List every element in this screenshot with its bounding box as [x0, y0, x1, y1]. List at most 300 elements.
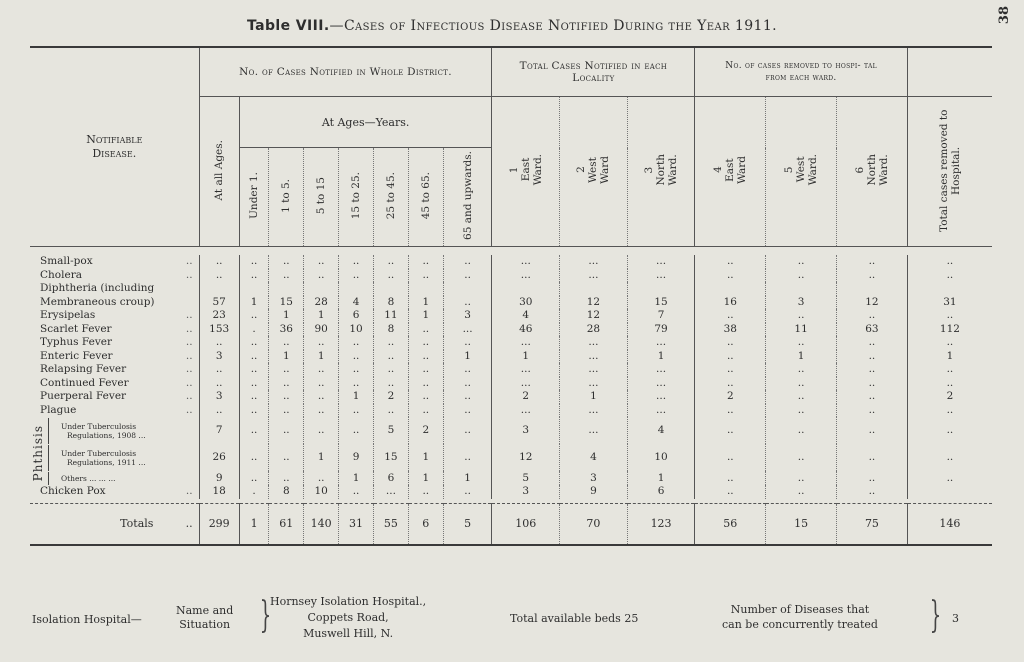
hospital-name: Hornsey Isolation Hospital., Coppets Road, Muswell Hill, N. — [270, 595, 427, 640]
cell: 7 — [199, 417, 239, 444]
cell: .. — [408, 255, 443, 269]
cell: 1 — [339, 471, 374, 485]
row-label: Plague .. — [40, 403, 193, 416]
cell: ... — [560, 417, 628, 444]
age-band-header: 15 to 25. — [339, 148, 374, 247]
cell: .. — [837, 404, 908, 418]
cell: .. — [443, 296, 492, 310]
cell: ... — [560, 404, 628, 418]
cell: .. — [339, 336, 374, 350]
cell: 30 — [492, 296, 560, 310]
cell: .. — [269, 255, 304, 269]
table-row — [30, 336, 992, 350]
cell: .. — [304, 363, 339, 377]
cell: 112 — [907, 323, 992, 337]
cell: .. — [766, 444, 837, 471]
removed-header: No. of cases removed to hospi- tal from each ward. — [695, 47, 907, 97]
cell: ... — [443, 323, 492, 337]
cell: .. — [837, 269, 908, 283]
table-row — [30, 471, 992, 485]
row-label: Enteric Fever .. — [40, 349, 193, 362]
cell: .. — [443, 269, 492, 283]
row-label: Others ... ... ... — [30, 471, 199, 485]
cell: 2 — [408, 417, 443, 444]
cell: ... — [627, 336, 695, 350]
cell: 1 — [408, 471, 443, 485]
cell: 7 — [627, 309, 695, 323]
cell: .. — [443, 377, 492, 391]
cell: .. — [239, 336, 269, 350]
cell: 6 — [339, 309, 374, 323]
locality-ward-1: 1 East Ward. — [492, 97, 560, 247]
row-label: Relapsing Fever .. — [40, 363, 193, 376]
cell: .. — [837, 363, 908, 377]
cell: .. — [304, 404, 339, 418]
cell — [408, 282, 443, 296]
cell: 3 — [199, 350, 239, 364]
cell: 1 — [304, 444, 339, 471]
cell: .. — [766, 417, 837, 444]
brace-icon: } — [259, 595, 272, 636]
cell: .. — [408, 269, 443, 283]
cell: 1 — [269, 350, 304, 364]
age-band-header: 5 to 15 — [304, 148, 339, 247]
cell: .. — [408, 377, 443, 391]
cell: 9 — [560, 485, 628, 499]
cell: .. — [907, 309, 992, 323]
cell: .. — [695, 485, 766, 499]
cell: .. — [408, 323, 443, 337]
cell: .. — [766, 404, 837, 418]
removed-ward-4: 4 East Ward — [695, 97, 766, 247]
cell: 6 — [627, 485, 695, 499]
cell: 46 — [492, 323, 560, 337]
cell — [373, 282, 408, 296]
cell: ... — [627, 377, 695, 391]
cell: .. — [239, 309, 269, 323]
age-band-header: 65 and upwards. — [443, 148, 492, 247]
table-row — [30, 417, 992, 444]
cell: .. — [269, 417, 304, 444]
cell: 38 — [695, 323, 766, 337]
cell: 56 — [695, 503, 766, 545]
cell: .. — [443, 255, 492, 269]
cell: .. — [837, 390, 908, 404]
cell: .. — [443, 417, 492, 444]
row-label: Totals .. — [30, 503, 199, 545]
cell: 2 — [492, 390, 560, 404]
cell: ... — [560, 269, 628, 283]
table-row — [30, 350, 992, 364]
removed-ward-6: 6 North Ward. — [837, 97, 908, 247]
cell: .. — [304, 471, 339, 485]
cell: .. — [907, 336, 992, 350]
cell: ... — [627, 269, 695, 283]
cell — [907, 485, 992, 499]
cell: 23 — [199, 309, 239, 323]
cell: ... — [492, 269, 560, 283]
cell: .. — [339, 350, 374, 364]
cell: .. — [239, 404, 269, 418]
removed-ward-5: 5 West Ward. — [766, 97, 837, 247]
cell: ... — [492, 255, 560, 269]
cell — [269, 282, 304, 296]
cell: ... — [560, 377, 628, 391]
cell: .. — [695, 417, 766, 444]
cell: 106 — [492, 503, 560, 545]
cell: .. — [766, 485, 837, 499]
cell: 146 — [907, 503, 992, 545]
disease-header: Notifiable Disease. — [30, 47, 199, 246]
cell: ... — [373, 485, 408, 499]
cell: .. — [443, 444, 492, 471]
cell: .. — [695, 336, 766, 350]
cell: .. — [766, 471, 837, 485]
table-row — [30, 444, 992, 471]
cell: 11 — [766, 323, 837, 337]
cell: .. — [373, 269, 408, 283]
cell: .. — [408, 390, 443, 404]
row-label: Continued Fever .. — [40, 376, 193, 389]
cell: 90 — [304, 323, 339, 337]
cell: 123 — [627, 503, 695, 545]
table-row — [30, 404, 992, 418]
table-row — [30, 390, 992, 404]
cell: 57 — [199, 296, 239, 310]
cell: .. — [695, 350, 766, 364]
cell: .. — [837, 471, 908, 485]
cell: 15 — [627, 296, 695, 310]
cell: 28 — [560, 323, 628, 337]
cell: .. — [373, 377, 408, 391]
phthisis-label: Phthisis — [31, 424, 45, 481]
cell: .. — [239, 363, 269, 377]
cell: .. — [239, 350, 269, 364]
cell: 15 — [373, 444, 408, 471]
cell — [627, 282, 695, 296]
cell: .. — [239, 255, 269, 269]
cell: 3 — [492, 417, 560, 444]
cell: 31 — [339, 503, 374, 545]
cell: 12 — [560, 309, 628, 323]
cell: .. — [443, 390, 492, 404]
cell: .. — [239, 471, 269, 485]
capacity-label: Number of Diseases that can be concurrently treated — [722, 603, 878, 631]
cell: .. — [269, 444, 304, 471]
cell: ... — [627, 390, 695, 404]
cell — [766, 282, 837, 296]
cell: .. — [907, 363, 992, 377]
cell: 10 — [627, 444, 695, 471]
locality-header: Total Cases Notified in each Locality — [492, 47, 695, 97]
cell: .. — [907, 269, 992, 283]
cell: 3 — [443, 309, 492, 323]
cell: .. — [199, 363, 239, 377]
row-label: Under Tuberculosis Regulations, 1911 ... — [30, 444, 199, 471]
table-row — [30, 269, 992, 283]
cell: 4 — [339, 296, 374, 310]
cell: 5 — [492, 471, 560, 485]
cell: .. — [199, 269, 239, 283]
cell: 2 — [907, 390, 992, 404]
cell: .. — [269, 390, 304, 404]
cell: .. — [339, 485, 374, 499]
cell: .. — [907, 377, 992, 391]
cell: .. — [766, 336, 837, 350]
cell — [304, 282, 339, 296]
cell: 61 — [269, 503, 304, 545]
cell: 1 — [443, 471, 492, 485]
cell: .. — [199, 404, 239, 418]
cell: .. — [408, 363, 443, 377]
at-all-ages-header: At all Ages. — [199, 97, 239, 247]
cell: 299 — [199, 503, 239, 545]
cell: .. — [239, 377, 269, 391]
at-ages-header: At Ages—Years. — [239, 97, 492, 148]
cell: ... — [492, 363, 560, 377]
cell: .. — [199, 377, 239, 391]
cell: .. — [907, 404, 992, 418]
cell: .. — [373, 255, 408, 269]
title-text: —Cases of Infectious Disease Notified During the Year 1911. — [329, 18, 777, 34]
cell: 55 — [373, 503, 408, 545]
name-situation-label: Name and Situation — [176, 604, 234, 631]
cell: .. — [239, 269, 269, 283]
cell: 12 — [560, 296, 628, 310]
cell: .. — [695, 404, 766, 418]
cell — [339, 282, 374, 296]
cell: 8 — [373, 323, 408, 337]
cell: .. — [199, 255, 239, 269]
cell: .. — [695, 255, 766, 269]
cell: 12 — [837, 296, 908, 310]
page-number: 38 — [997, 6, 1012, 25]
cell: 3 — [199, 390, 239, 404]
cell — [239, 282, 269, 296]
cell: 18 — [199, 485, 239, 499]
cell: 4 — [560, 444, 628, 471]
cell: 5 — [373, 417, 408, 444]
cell: 1 — [239, 503, 269, 545]
cell: .. — [339, 269, 374, 283]
cell: .. — [443, 336, 492, 350]
cell: ... — [560, 350, 628, 364]
cell: . — [239, 485, 269, 499]
cell: .. — [907, 255, 992, 269]
cell: 1 — [627, 471, 695, 485]
cell: 9 — [339, 444, 374, 471]
locality-ward-3: 3 North Ward. — [627, 97, 695, 247]
table-row — [30, 363, 992, 377]
cell — [492, 282, 560, 296]
row-label: Scarlet Fever .. — [40, 322, 193, 335]
cell: .. — [837, 309, 908, 323]
table-row — [30, 296, 992, 310]
cell: .. — [408, 336, 443, 350]
cell: .. — [339, 363, 374, 377]
cell: 1 — [304, 350, 339, 364]
cell: .. — [907, 471, 992, 485]
cell: .. — [766, 269, 837, 283]
cell: .. — [695, 363, 766, 377]
cell: 26 — [199, 444, 239, 471]
isolation-label: Isolation Hospital— — [32, 613, 142, 626]
cell: . — [239, 323, 269, 337]
cell: .. — [304, 336, 339, 350]
table-row — [30, 282, 992, 296]
cell: .. — [373, 404, 408, 418]
cell: 1 — [408, 444, 443, 471]
cell: ... — [492, 404, 560, 418]
cell: 11 — [373, 309, 408, 323]
cell: ... — [560, 363, 628, 377]
cell: 15 — [269, 296, 304, 310]
cell: .. — [443, 363, 492, 377]
cell: .. — [239, 390, 269, 404]
total-removed-header: Total cases removed to Hospital. — [907, 97, 992, 247]
cell: 70 — [560, 503, 628, 545]
table-row — [30, 377, 992, 391]
cell: 2 — [373, 390, 408, 404]
beds-available: Total available beds 25 — [510, 612, 639, 625]
cell: .. — [269, 404, 304, 418]
cell: .. — [373, 336, 408, 350]
cell: .. — [766, 377, 837, 391]
cell: 1 — [304, 309, 339, 323]
row-label: Cholera .. — [40, 268, 193, 281]
table-row — [30, 323, 992, 337]
row-label: Chicken Pox .. — [40, 485, 193, 498]
cell: 79 — [627, 323, 695, 337]
cell: 1 — [627, 350, 695, 364]
cell: .. — [408, 404, 443, 418]
cell: 5 — [443, 503, 492, 545]
cell: .. — [695, 377, 766, 391]
cell: .. — [695, 309, 766, 323]
cell: 1 — [408, 309, 443, 323]
cell: .. — [408, 485, 443, 499]
disease-table — [30, 46, 992, 546]
age-band-header: 1 to 5. — [269, 148, 304, 247]
cell: .. — [269, 336, 304, 350]
cell: .. — [837, 377, 908, 391]
cell: 153 — [199, 323, 239, 337]
table-row — [30, 255, 992, 269]
cell: .. — [766, 363, 837, 377]
cell: .. — [199, 336, 239, 350]
locality-ward-2: 2 West Ward — [560, 97, 628, 247]
cell: 36 — [269, 323, 304, 337]
cell: .. — [837, 485, 908, 499]
cell: .. — [373, 350, 408, 364]
cell: 1 — [269, 309, 304, 323]
cell: .. — [907, 417, 992, 444]
age-band-header: 25 to 45. — [373, 148, 408, 247]
cell: 8 — [269, 485, 304, 499]
cell: 16 — [695, 296, 766, 310]
cell: ... — [627, 363, 695, 377]
cell — [560, 282, 628, 296]
cell — [907, 282, 992, 296]
cell: .. — [339, 377, 374, 391]
cell: ... — [560, 255, 628, 269]
cell: .. — [339, 255, 374, 269]
table-title — [0, 18, 1024, 34]
cell: .. — [373, 363, 408, 377]
cell: .. — [408, 350, 443, 364]
cell: 3 — [766, 296, 837, 310]
cell — [837, 282, 908, 296]
cell: 9 — [199, 471, 239, 485]
cell: 10 — [339, 323, 374, 337]
cell: .. — [695, 444, 766, 471]
cell: .. — [269, 471, 304, 485]
age-band-header: 45 to 65. — [408, 148, 443, 247]
cell: 1 — [408, 296, 443, 310]
table-body — [30, 247, 992, 545]
cell: ... — [627, 255, 695, 269]
row-label: Diphtheria (including — [40, 282, 155, 295]
cell: .. — [339, 404, 374, 418]
row-label: Puerperal Fever .. — [40, 390, 193, 403]
cell: .. — [339, 417, 374, 444]
cell: .. — [837, 350, 908, 364]
capacity-value: 3 — [952, 612, 959, 625]
cell: .. — [837, 255, 908, 269]
cell — [199, 282, 239, 296]
cell: 6 — [373, 471, 408, 485]
cell: ... — [627, 404, 695, 418]
cell: .. — [304, 255, 339, 269]
cell: 15 — [766, 503, 837, 545]
cell: 140 — [304, 503, 339, 545]
cell: 31 — [907, 296, 992, 310]
cell: 75 — [837, 503, 908, 545]
table-row — [30, 309, 992, 323]
cell: .. — [907, 444, 992, 471]
cell: .. — [695, 269, 766, 283]
row-label: Typhus Fever .. — [40, 336, 193, 349]
cell: 1 — [907, 350, 992, 364]
cell: 6 — [408, 503, 443, 545]
cell: .. — [766, 309, 837, 323]
cell: 3 — [492, 485, 560, 499]
cell: .. — [239, 417, 269, 444]
row-label: Membraneous croup) — [40, 295, 155, 308]
brace-icon: } — [929, 595, 942, 636]
table-row — [30, 485, 992, 499]
cell: .. — [443, 404, 492, 418]
cell: 1 — [443, 350, 492, 364]
cell: .. — [766, 390, 837, 404]
age-band-header: Under 1. — [239, 148, 269, 247]
cell: .. — [304, 269, 339, 283]
cell: .. — [269, 269, 304, 283]
row-label: Small-pox .. — [40, 255, 193, 268]
cell: 1 — [560, 390, 628, 404]
cell: .. — [304, 417, 339, 444]
cell: .. — [837, 417, 908, 444]
cell: 4 — [492, 309, 560, 323]
cell: ... — [492, 336, 560, 350]
cell: 8 — [373, 296, 408, 310]
title-prefix: Table VIII. — [246, 18, 330, 34]
cell: 1 — [492, 350, 560, 364]
cell: 1 — [339, 390, 374, 404]
cell: .. — [695, 471, 766, 485]
cell: ... — [560, 336, 628, 350]
cell: .. — [304, 377, 339, 391]
